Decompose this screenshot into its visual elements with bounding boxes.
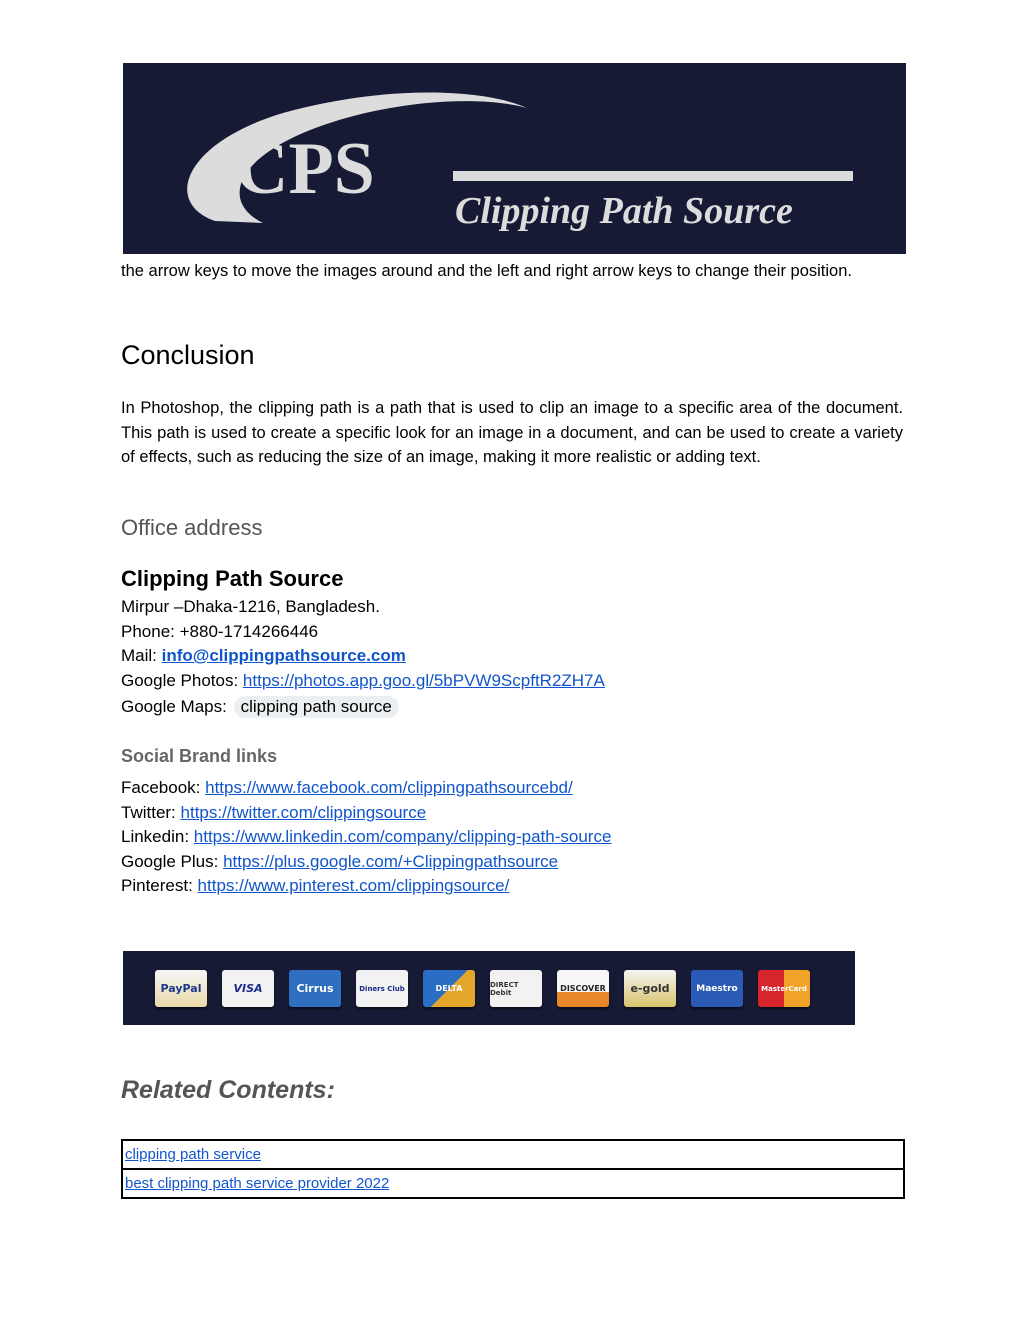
cps-logo (123, 63, 906, 254)
linkedin-label: Linkedin: (121, 827, 194, 846)
delta-icon: DELTA (423, 970, 475, 1007)
linkedin-link[interactable]: https://www.linkedin.com/company/clipping-path-source (193, 827, 612, 846)
discover-icon: DISCOVER (557, 970, 609, 1007)
related-link-clipping-path-service[interactable]: clipping path service (125, 1146, 261, 1163)
company-name: Clipping Path Source (121, 566, 344, 591)
social-link-linkedin (121, 825, 903, 850)
googleplus-label: Google Plus: (121, 851, 224, 871)
social-links-heading: Social Brand links (121, 746, 278, 766)
phone-line (121, 620, 903, 645)
mail-label: Mail: (121, 646, 162, 665)
mail-line (121, 644, 903, 669)
social-link-facebook (121, 776, 903, 801)
social-links-list (121, 776, 903, 899)
related-link-best-provider-2022[interactable]: best clipping path service provider 2022 (125, 1175, 390, 1192)
address-line: Mirpur –Dhaka-1216, Bangladesh. (121, 597, 380, 616)
cirrus-icon: Cirrus (289, 970, 341, 1007)
maps-line (121, 695, 903, 720)
maps-chip[interactable]: clipping path source (234, 696, 399, 718)
twitter-link[interactable]: https://twitter.com/clippingsource (180, 802, 427, 822)
photos-line (121, 669, 903, 694)
phone-label: Phone: (121, 621, 180, 641)
mail-link[interactable]: info@clippingpathsource.com (161, 646, 406, 665)
office-address-heading: Office address (121, 515, 263, 540)
cps-logo-banner (123, 63, 906, 254)
related-contents-heading: Related Contents: (121, 1076, 335, 1104)
twitter-label: Twitter: (121, 802, 181, 822)
payment-methods-strip (123, 951, 855, 1025)
facebook-link[interactable]: https://www.facebook.com/clippingpathsourcebd/ (205, 778, 573, 797)
logo-name: Clipping Path Source (455, 190, 793, 232)
logo-underline (453, 171, 853, 181)
table-cell (122, 1169, 904, 1198)
related-contents-table (121, 1139, 905, 1199)
mastercard-icon: MasterCard (758, 970, 810, 1007)
phone-value: +880-1714266446 (179, 621, 319, 641)
visa-icon: VISA (222, 970, 274, 1007)
maestro-icon: Maestro (691, 970, 743, 1007)
logo-letters: CPS (235, 128, 375, 210)
e-gold-icon: e-gold (624, 970, 676, 1007)
diners-club-icon: Diners Club (356, 970, 408, 1007)
paypal-icon: PayPal (155, 970, 207, 1007)
facebook-label: Facebook: (121, 778, 206, 797)
social-link-twitter (121, 801, 903, 826)
maps-label: Google Maps: (121, 697, 232, 716)
table-row (122, 1169, 904, 1198)
direct-debit-icon: DIRECT Debit (490, 970, 542, 1007)
contact-block (121, 595, 903, 720)
social-link-pinterest (121, 874, 903, 899)
pinterest-link[interactable]: https://www.pinterest.com/clippingsource/ (197, 876, 510, 895)
table-row (122, 1140, 904, 1169)
table-cell (122, 1140, 904, 1169)
pinterest-label: Pinterest: (121, 876, 198, 895)
intro-paragraph: the arrow keys to move the images around and the left and right arrow keys to change their position. (121, 262, 852, 280)
googleplus-link[interactable]: https://plus.google.com/+Clippingpathsource (223, 851, 559, 871)
photos-label: Google Photos: (121, 670, 243, 690)
conclusion-heading: Conclusion (121, 340, 255, 370)
social-link-googleplus (121, 850, 903, 875)
conclusion-paragraph: In Photoshop, the clipping path is a path that is used to clip an image to a specific area of the document. This path is used to create a specific look for an image in a document, and can be used to create a variety of effects, such as reducing the size of an image, making it more realistic or adding text. (121, 399, 903, 466)
photos-link[interactable]: https://photos.app.goo.gl/5bPVW9ScpftR2ZH7A (242, 670, 605, 690)
